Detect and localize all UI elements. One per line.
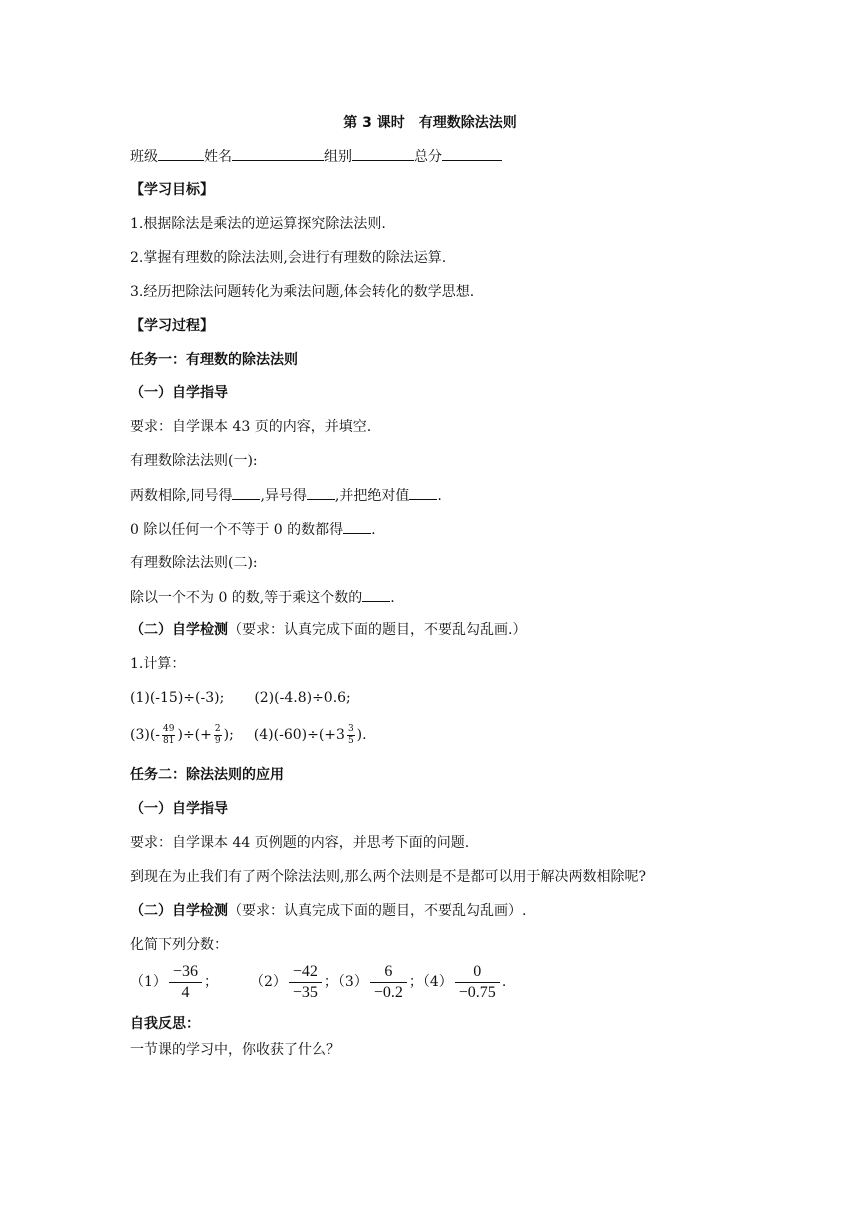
rule1-part-b: ,异号得	[260, 488, 307, 504]
problem-3-mid: )÷(+	[177, 727, 212, 743]
fraction-label: （1）	[130, 974, 167, 990]
fraction-3-5	[347, 724, 355, 747]
numerator: −42	[289, 962, 322, 983]
calc-label: 1.计算：	[130, 656, 186, 672]
fraction-2-9	[214, 724, 222, 747]
page-title: 第 3 课时 有理数除法法则	[343, 115, 517, 131]
task1-requirement: 要求：自学课本 43 页的内容，并填空.	[130, 419, 372, 435]
simplify-row	[130, 960, 506, 1004]
task2-requirement: 要求：自学课本 44 页例题的内容，并思考下面的问题.	[130, 835, 470, 851]
fraction-separator: ；	[323, 974, 338, 990]
reflection-question: 一节课的学习中，你收获了什么？	[130, 1042, 340, 1058]
rule1-end: .	[437, 488, 442, 504]
group-label: 组别	[324, 149, 352, 165]
fraction-6-minus0.2	[370, 962, 407, 1003]
task1-check-note: （要求：认真完成下面的题目，不要乱勾乱画.）	[228, 622, 527, 638]
fraction-49-81	[162, 724, 175, 747]
numerator: 2	[214, 723, 221, 734]
problem-3-start: (3)(-	[130, 727, 161, 743]
zero-rule-text: 0 除以任何一个不等于 0 的数都得	[130, 522, 344, 538]
task1-check-heading: （二）自学检测	[130, 622, 228, 638]
zero-rule	[130, 519, 376, 540]
numerator: −36	[169, 962, 202, 983]
denominator: −0.75	[458, 983, 496, 1001]
fraction-label: （3）	[337, 974, 368, 990]
problem-4-start: (4)(-60)÷(+3	[253, 727, 345, 743]
task2-check-note: （要求：认真完成下面的题目，不要乱勾乱画）.	[228, 903, 527, 919]
task2-check	[130, 901, 526, 921]
task1-heading: 任务一：有理数的除法法则	[130, 352, 298, 368]
fraction-minus42-minus35	[289, 962, 322, 1003]
score-blank[interactable]	[442, 146, 502, 161]
problem-3-end: );	[223, 727, 234, 743]
goal-item: 1.根据除法是乘法的逆运算探究除法法则.	[130, 216, 386, 232]
rule2-title: 有理数除法法则(二):	[130, 555, 258, 571]
task2-question: 到现在为止我们有了两个除法法则,那么两个法则是不是都可以用于解决两数相除呢?	[130, 869, 646, 885]
fraction-separator: .	[501, 974, 507, 990]
name-blank[interactable]	[232, 146, 324, 161]
fraction-separator: ；	[203, 974, 218, 990]
class-label: 班级	[130, 149, 158, 165]
fraction-separator: ；	[408, 974, 423, 990]
task1-check	[130, 620, 526, 640]
denominator: −35	[292, 983, 318, 1001]
header-fields	[130, 146, 502, 167]
process-heading: 【学习过程】	[130, 318, 214, 334]
problem-1: (1)(-15)÷(-3);	[130, 690, 225, 706]
task2-guide-heading: （一）自学指导	[130, 801, 228, 817]
fraction-label: （4）	[422, 974, 453, 990]
task2-check-heading: （二）自学检测	[130, 903, 228, 919]
denominator: 5	[347, 735, 354, 746]
denominator: 9	[214, 735, 221, 746]
numerator: 0	[455, 962, 500, 983]
rule2-body: 除以一个不为 0 的数,等于乘这个数的	[130, 590, 363, 606]
task1-guide-heading: （一）自学指导	[130, 385, 228, 401]
simplify-label: 化简下列分数：	[130, 937, 228, 953]
denominator: 4	[181, 983, 190, 1001]
numerator: 3	[347, 723, 354, 734]
task2-heading: 任务二：除法法则的应用	[130, 767, 284, 783]
name-label: 姓名	[204, 149, 232, 165]
numerator: 6	[370, 962, 407, 983]
denominator: −0.2	[373, 983, 403, 1001]
denominator: 81	[163, 735, 175, 746]
zero-rule-end: .	[371, 522, 376, 538]
goal-item: 2.掌握有理数的除法法则,会进行有理数的除法运算.	[130, 250, 447, 266]
reflection-heading: 自我反思：	[130, 1016, 200, 1032]
numerator: 49	[163, 723, 175, 734]
fraction-0-minus0.75	[455, 962, 500, 1003]
calc-row-2	[130, 722, 367, 748]
group-blank[interactable]	[352, 146, 414, 161]
fraction-label: （2）	[249, 974, 287, 990]
goals-heading: 【学习目标】	[130, 182, 214, 198]
fraction-minus36-4	[169, 962, 202, 1003]
class-blank[interactable]	[158, 146, 204, 161]
calc-row-1	[130, 688, 351, 708]
same-sign-blank[interactable]	[232, 485, 260, 500]
goal-item: 3.经历把除法问题转化为乘法问题,体会转化的数学思想.	[130, 284, 475, 300]
score-label: 总分	[414, 149, 442, 165]
rule2-end: .	[390, 590, 395, 606]
rule1-text	[130, 485, 442, 506]
zero-rule-blank[interactable]	[343, 519, 371, 534]
rule1-title: 有理数除法法则(一):	[130, 453, 258, 469]
diff-sign-blank[interactable]	[307, 485, 335, 500]
rule1-part-c: ,并把绝对值	[334, 488, 410, 504]
rule2-blank[interactable]	[362, 587, 390, 602]
rule2-text	[130, 587, 395, 608]
rule1-part-a: 两数相除,同号得	[130, 488, 233, 504]
abs-value-blank[interactable]	[409, 485, 437, 500]
problem-2: (2)(-4.8)÷0.6;	[254, 690, 351, 706]
problem-4-end: ).	[356, 727, 367, 743]
